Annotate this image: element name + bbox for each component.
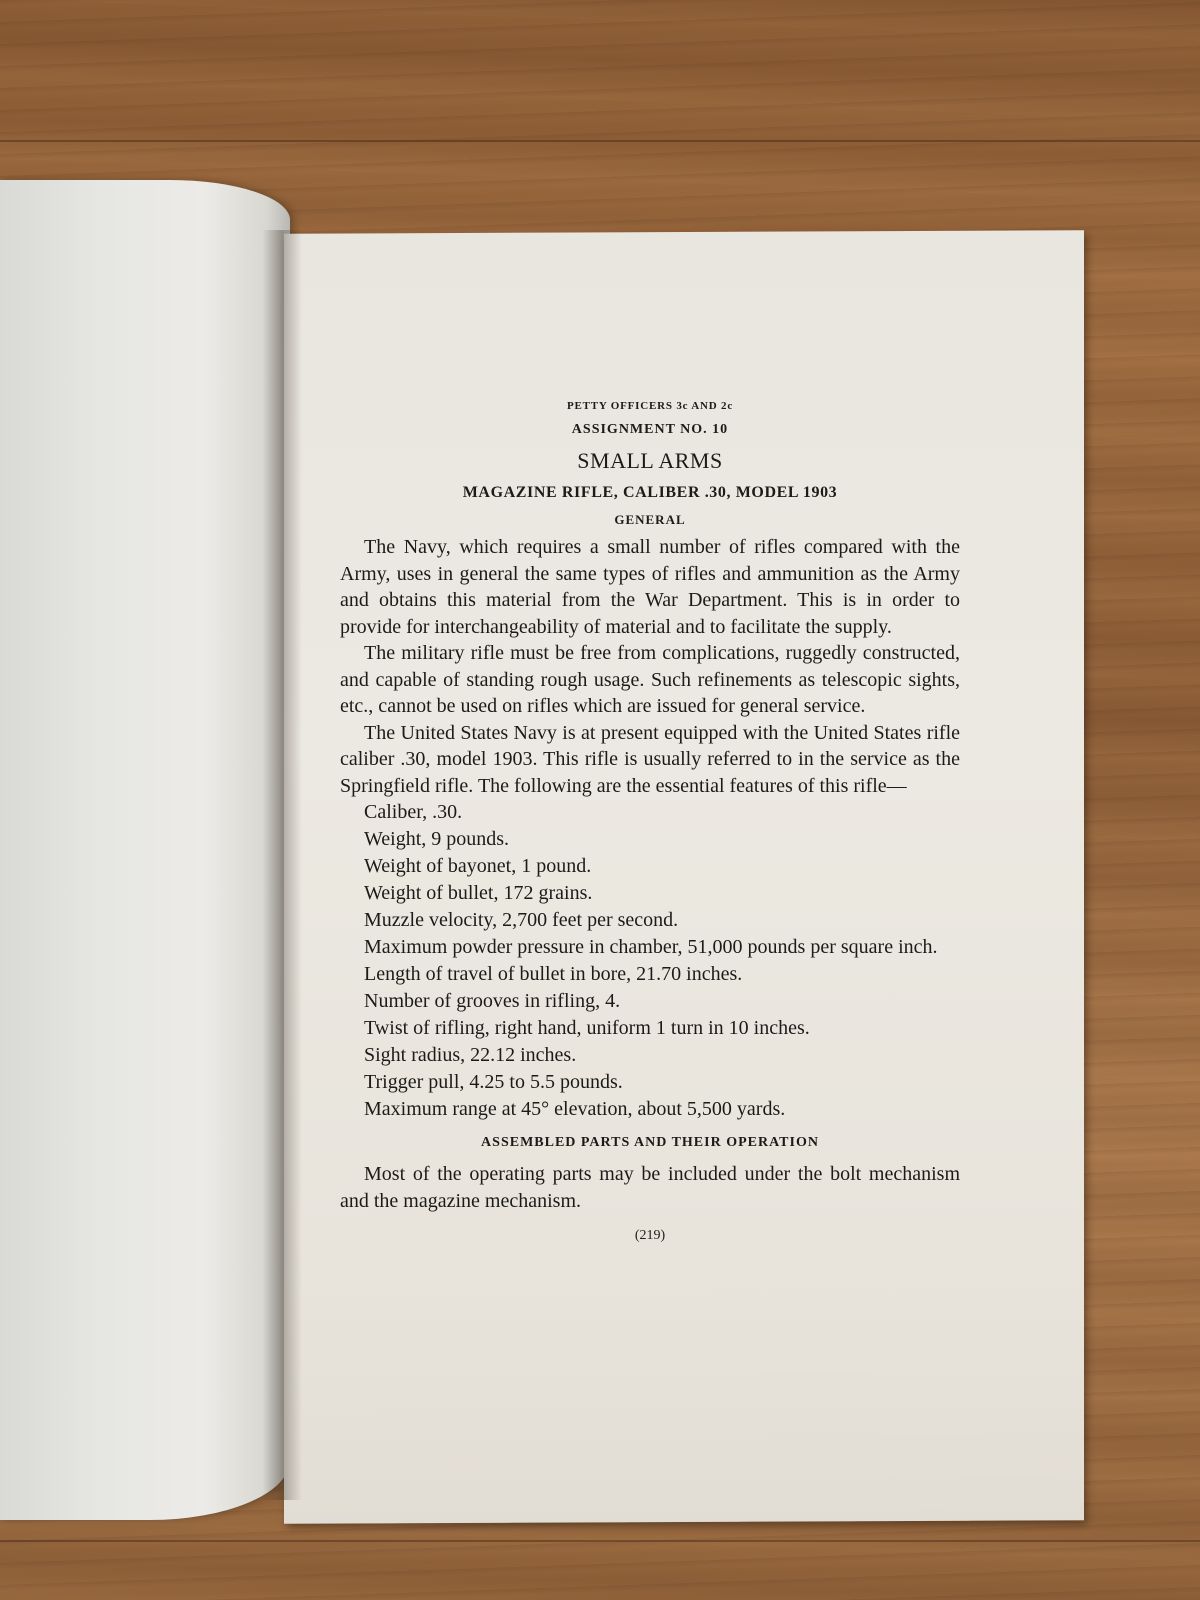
section-heading-assembled: ASSEMBLED PARTS AND THEIR OPERATION xyxy=(481,1135,819,1150)
features-list xyxy=(340,799,960,1123)
subtitle: MAGAZINE RIFLE, CALIBER .30, MODEL 1903 xyxy=(462,484,838,501)
table-grain-line xyxy=(0,1540,1200,1542)
table-grain-line xyxy=(0,140,1200,142)
feature-item: Weight of bayonet, 1 pound. xyxy=(364,855,592,877)
paragraph: The military rifle must be free from complications, ruggedly constructed, and capable of standing rough usage. Such refinements as telescopic sights, etc., cannot be used on rifles which are issued for general service. xyxy=(340,642,960,717)
paragraph: The Navy, which requires a small number of rifles compared with the Army, uses in general the same types of rifles and ammunition as the Army and obtains this material from the War Department. This is in order to provide for interchangeability of material and to facilitate the supply. xyxy=(340,536,960,638)
feature-item: Number of grooves in rifling, 4. xyxy=(364,990,621,1012)
feature-item: Weight, 9 pounds. xyxy=(364,828,510,850)
book-gutter xyxy=(262,230,302,1500)
page-title: SMALL ARMS xyxy=(577,448,723,473)
left-page xyxy=(0,180,290,1520)
feature-item: Maximum powder pressure in chamber, 51,000 pounds per square inch. xyxy=(364,936,938,958)
feature-item: Maximum range at 45° elevation, about 5,500 yards. xyxy=(364,1098,786,1120)
section-heading-general: GENERAL xyxy=(614,512,686,527)
feature-item: Muzzle velocity, 2,700 feet per second. xyxy=(364,909,679,931)
feature-item: Caliber, .30. xyxy=(364,801,463,823)
running-head: PETTY OFFICERS 3c AND 2c xyxy=(566,400,734,412)
feature-item: Length of travel of bullet in bore, 21.70 inches. xyxy=(364,963,743,985)
feature-item: Weight of bullet, 172 grains. xyxy=(364,882,593,904)
paragraph: The United States Navy is at present equipped with the United States rifle caliber .30, model 1903. This rifle is usually referred to in the service as the Springfield rifle. The following are the essential features of this rifle— xyxy=(340,721,960,797)
feature-item: Sight radius, 22.12 inches. xyxy=(364,1044,577,1066)
feature-item: Trigger pull, 4.25 to 5.5 pounds. xyxy=(364,1071,623,1093)
assignment-heading: ASSIGNMENT NO. 10 xyxy=(571,422,729,437)
closing-paragraph: Most of the operating parts may be included under the bolt mechanism and the magazine mechanism. xyxy=(340,1163,960,1212)
feature-item: Twist of rifling, right hand, uniform 1 turn in 10 inches. xyxy=(364,1017,810,1039)
page-content xyxy=(340,400,960,1244)
page-number: (219) xyxy=(634,1228,666,1243)
